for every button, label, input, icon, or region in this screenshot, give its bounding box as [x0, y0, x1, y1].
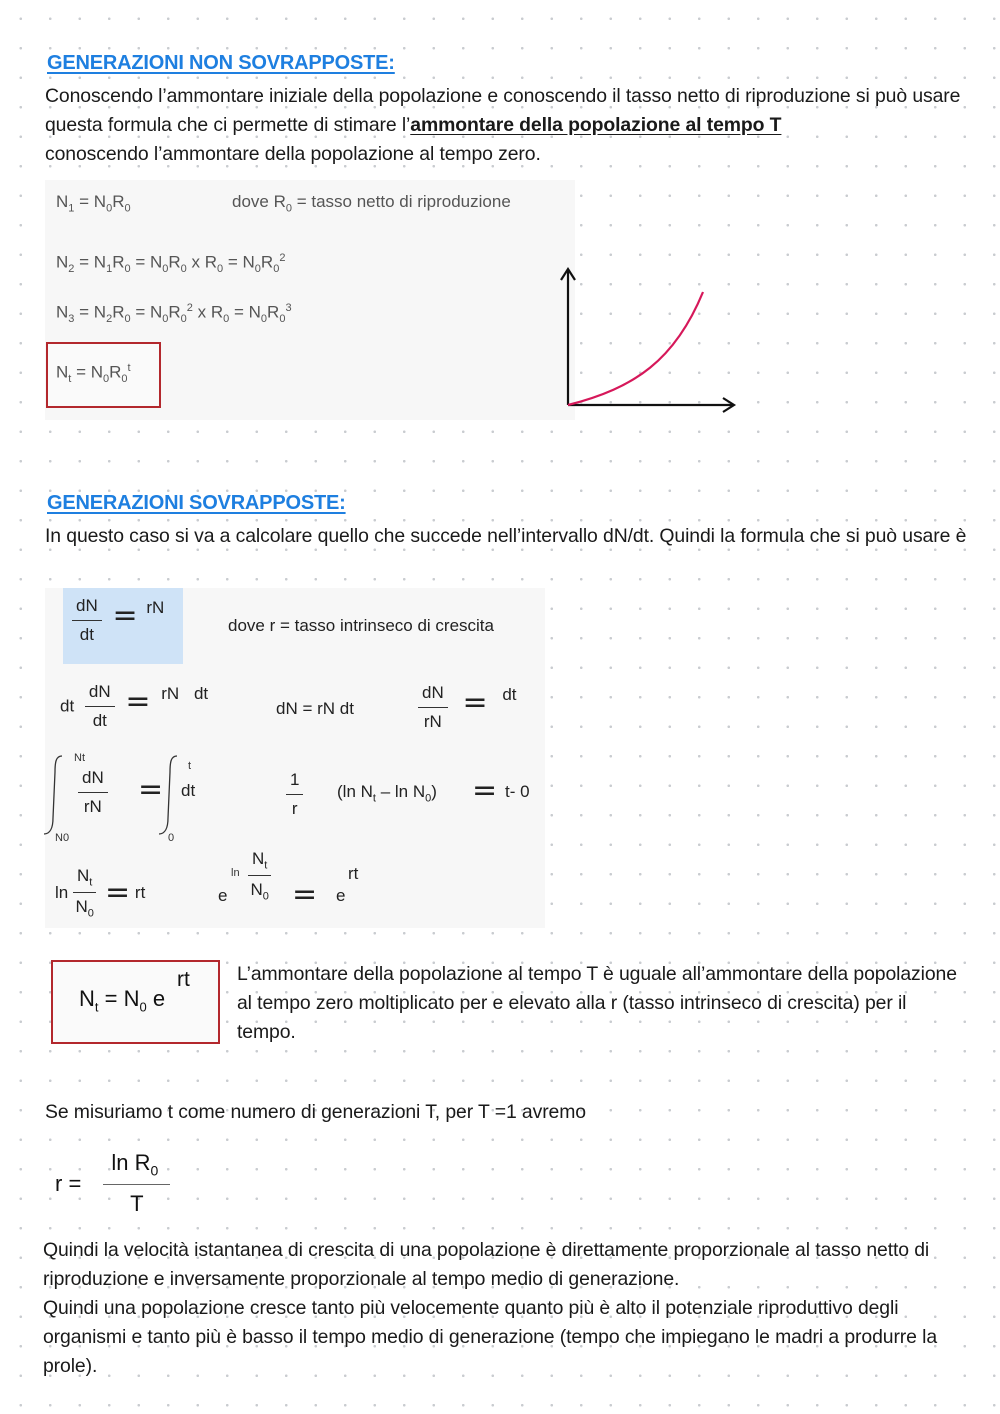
integral-left-body: $\frac{dN}{rN}$ [78, 768, 108, 817]
overlap-paragraph: In questo caso si va a calcolare quello che succede nell’intervallo dN/dt. Quindi la formula che si può usare è [45, 525, 967, 547]
equation-dn-dt: $\frac{dN}{dt}$ = rN [72, 596, 164, 645]
exponential-growth-sketch [555, 260, 750, 420]
equation-nt: $N_t = N_0R_0^t$ [56, 362, 131, 386]
intro-text-bold: ammontare della popolazione al tempo T [410, 114, 782, 136]
equation-exponential: $N_t = N_0$ e [79, 986, 166, 1015]
growth-curve [568, 292, 703, 405]
integral-upper-limit-nt: Nt [74, 752, 85, 764]
equation-row3-e-right: e [336, 886, 346, 905]
integral-sign-left [40, 752, 70, 838]
integral-upper-limit-t: t [188, 760, 192, 772]
intro-text-c: conoscendo l’ammontare della popolazione al tempo zero. [45, 143, 541, 165]
equation-row3-exponent-fraction: $\frac{N_t}{N_0}$ [248, 849, 271, 903]
equation-row1-a: dt $\frac{dN}{dt}$ = rN dt [60, 682, 209, 730]
intro-paragraph [45, 82, 975, 169]
conclusion-text-1: Quindi la velocità istantanea di crescita di una popolazione è direttamente proporzionale al tasso netto di riproduzione e inversamente proporzionale al tempo medio di generazione. [43, 1239, 930, 1290]
equation-n2: $N_2 = N_1R_0 = N_0R_0$ x $R_0 = N_0R_0^2$ [56, 252, 286, 276]
equation-n1: $N_1 = N_0R_0$ [56, 192, 131, 215]
equation-row1-c: $\frac{dN}{rN}$ = dt [418, 683, 517, 732]
equation-row3-ln-small: ln [231, 867, 240, 879]
section-heading-sovrapposte: GENERAZIONI SOVRAPPOSTE: [47, 492, 346, 514]
equation-n3: $N_3 = N_2R_0 = N_0R_0^2$ x $R_0 = N_0R_0^3$ [56, 302, 292, 326]
equation-row3-rt: rt [348, 864, 359, 883]
equation-row3-log: ln $\frac{N_t}{N_0}$ = rt [55, 866, 146, 920]
conclusion-paragraph [43, 1236, 978, 1381]
equation-row2-paren: (ln $N_t$ – $\ln N_0$) [337, 782, 437, 805]
equation-r: r = $\frac{\ln R_0}{T}$ [55, 1150, 170, 1217]
equation-row2-rhs: t- 0 [505, 782, 530, 801]
equation-row3-equals: = [292, 877, 318, 912]
integral-lower-limit-n0: N0 [55, 832, 70, 844]
integral-equals: = [138, 772, 164, 807]
equation-row1-b: dN = rN dt [276, 699, 354, 718]
equation-dn-dt-note: dove r = tasso intrinseco di crescita [228, 616, 494, 635]
equation-exponential-exponent: rt [177, 968, 190, 991]
section-heading-non-sovrapposte: GENERAZIONI NON SOVRAPPOSTE: [47, 52, 395, 74]
equation-row2-equals: = [472, 773, 498, 808]
integral-right-body: dt [181, 781, 196, 800]
conclusion-text-2: Quindi una popolazione cresce tanto più velocemente quanto più è alto il potenziale riproduttivo degli organismi e tanto più è basso il tempo medio di generazione (tempo che impiegano le madri a produrre la prole). [43, 1297, 938, 1377]
intro-text-a: Conoscendo l’ammontare iniziale della popolazione e conoscendo il tasso netto di riproduzione si può usare questa formula che ci permette di stimare l’ [45, 85, 961, 136]
equation-n1-note: dove $R_0$ = tasso netto di riproduzione [232, 192, 511, 215]
integral-lower-limit-0: 0 [168, 832, 175, 844]
equation-row2-fraction: $\frac{1}{r}$ [286, 770, 303, 819]
exponential-description: L’ammontare della popolazione al tempo T è uguale all’ammontare della popolazione al tempo zero moltiplicato per e elevato alla r (tasso intrinseco di crescita) per il tempo. [237, 963, 957, 1043]
equation-row3-e-left: e [218, 886, 228, 905]
generations-line: Se misuriamo t come numero di generazioni T, per T =1 avremo [45, 1101, 586, 1123]
